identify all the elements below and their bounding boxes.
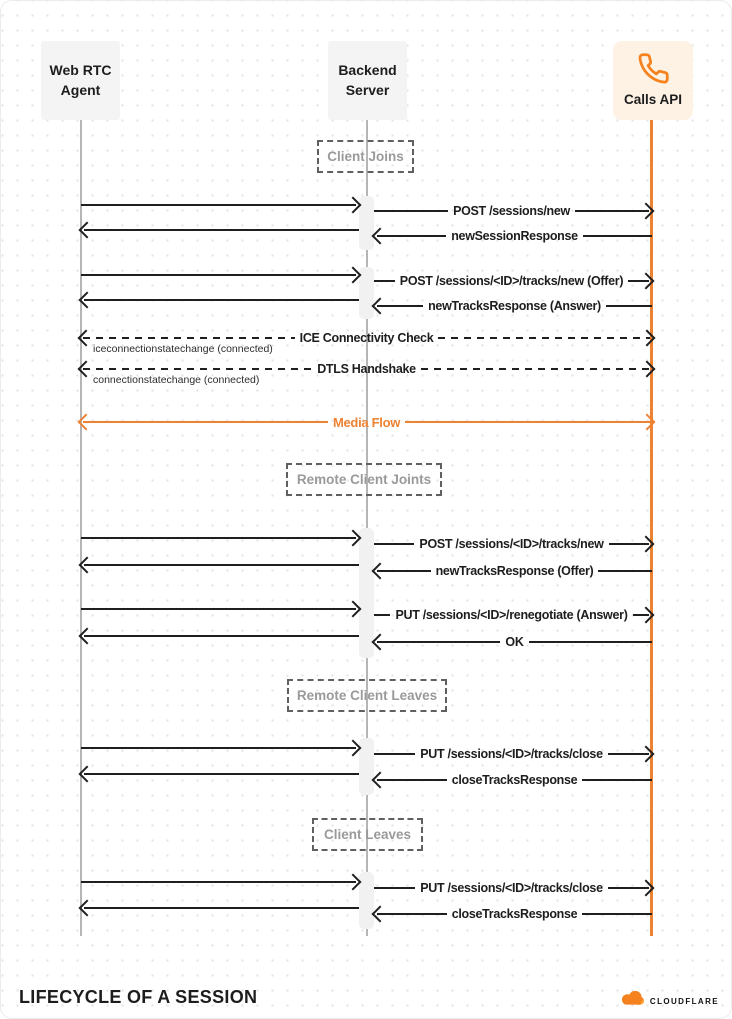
message-arrow-ok xyxy=(374,633,652,651)
phone-icon xyxy=(637,52,670,91)
arrowhead-left-icon xyxy=(79,222,96,239)
message-arrow-request xyxy=(81,196,359,214)
activation-bar xyxy=(359,872,374,929)
message-label: POST /sessions/<ID>/tracks/new xyxy=(419,537,604,551)
message-arrow-new-tracks-response-offer xyxy=(374,562,652,580)
arrowhead-right-icon xyxy=(638,536,655,553)
arrowhead-left-icon xyxy=(79,557,96,574)
arrowhead-right-icon xyxy=(638,273,655,290)
message-arrow-put-tracks-close xyxy=(374,745,652,763)
actor-box-backend-server xyxy=(328,41,407,120)
arrowhead-right-icon xyxy=(639,330,656,347)
cloudflare-cloud-icon xyxy=(619,991,646,1011)
milestone-label: Remote Client Joints xyxy=(296,472,432,487)
message-label: PUT /sessions/<ID>/tracks/close xyxy=(420,747,603,761)
message-arrow-close-tracks-response xyxy=(374,771,652,789)
arrowhead-right-icon xyxy=(639,414,656,431)
message-arrow-request xyxy=(81,739,359,757)
arrowhead-left-icon xyxy=(79,628,96,645)
cloudflare-logo xyxy=(619,991,719,1011)
arrowhead-right-icon xyxy=(345,530,362,547)
message-arrow-post-tracks-new xyxy=(374,535,652,553)
message-arrow-close-tracks-response-2 xyxy=(374,905,652,923)
message-arrow-put-tracks-close-2 xyxy=(374,879,652,897)
milestone-remote-client-joints xyxy=(286,463,442,496)
arrowhead-left-icon xyxy=(372,228,389,245)
message-label: newTracksResponse (Answer) xyxy=(428,299,601,313)
message-arrow-response xyxy=(81,291,359,309)
message-arrow-request xyxy=(81,529,359,547)
arrowhead-right-icon xyxy=(638,746,655,763)
arrowhead-right-icon xyxy=(345,874,362,891)
milestone-client-leaves xyxy=(312,818,423,851)
arrowhead-left-icon xyxy=(78,361,95,378)
arrowhead-left-icon xyxy=(78,414,95,431)
message-arrow-request xyxy=(81,873,359,891)
message-arrow-response xyxy=(81,899,359,917)
arrowhead-left-icon xyxy=(79,900,96,917)
message-label: PUT /sessions/<ID>/renegotiate (Answer) xyxy=(395,608,628,622)
message-arrow-request xyxy=(81,600,359,618)
cloudflare-wordmark: CLOUDFLARE xyxy=(649,996,719,1006)
milestone-label: Remote Client Leaves xyxy=(296,688,438,703)
activation-bar xyxy=(359,738,374,795)
message-arrow-put-renegotiate-answer xyxy=(374,606,652,624)
arrowhead-left-icon xyxy=(372,772,389,789)
message-arrow-post-tracks-new-offer xyxy=(374,272,652,290)
actor-box-calls-api xyxy=(613,41,693,120)
event-label-ice-state: iceconnectionstatechange (connected) xyxy=(93,343,273,355)
lifeline-webrtc-agent xyxy=(80,120,82,936)
actor-label-webrtc-agent: Web RTC Agent xyxy=(49,61,112,98)
message-label: DTLS Handshake xyxy=(317,362,416,376)
message-label: PUT /sessions/<ID>/tracks/close xyxy=(420,881,603,895)
arrowhead-right-icon xyxy=(638,880,655,897)
milestone-label: Client Joins xyxy=(327,149,404,164)
message-label: closeTracksResponse xyxy=(451,773,578,787)
message-label: POST /sessions/new xyxy=(453,204,570,218)
message-arrow-response xyxy=(81,221,359,239)
message-label: closeTracksResponse xyxy=(451,907,578,921)
message-arrow-response xyxy=(81,765,359,783)
arrowhead-left-icon xyxy=(78,330,95,347)
arrowhead-left-icon xyxy=(372,906,389,923)
arrowhead-left-icon xyxy=(372,634,389,651)
message-label: ICE Connectivity Check xyxy=(299,331,434,345)
actor-box-webrtc-agent xyxy=(41,41,120,120)
message-label: POST /sessions/<ID>/tracks/new (Offer) xyxy=(399,274,624,288)
message-arrow-post-sessions-new xyxy=(374,202,652,220)
message-arrow-response xyxy=(81,556,359,574)
actor-label-calls-api: Calls API xyxy=(623,92,683,108)
arrowhead-right-icon xyxy=(345,267,362,284)
arrowhead-right-icon xyxy=(345,740,362,757)
message-arrow-media-flow xyxy=(80,413,653,431)
milestone-remote-client-leaves xyxy=(287,679,447,712)
arrowhead-left-icon xyxy=(79,766,96,783)
arrowhead-right-icon xyxy=(345,601,362,618)
message-arrow-new-tracks-response-answer xyxy=(374,297,652,315)
arrowhead-left-icon xyxy=(372,298,389,315)
message-arrow-request xyxy=(81,266,359,284)
milestone-label: Client Leaves xyxy=(323,827,412,842)
diagram-title: LIFECYCLE OF A SESSION xyxy=(19,987,258,1007)
event-label-conn-state: connectionstatechange (connected) xyxy=(93,374,260,386)
arrowhead-left-icon xyxy=(79,292,96,309)
message-arrow-new-session-response xyxy=(374,227,652,245)
activation-bar xyxy=(359,528,374,658)
arrowhead-right-icon xyxy=(639,361,656,378)
message-label: newTracksResponse (Offer) xyxy=(435,564,594,578)
message-label: OK xyxy=(505,635,524,649)
actor-label-backend-server: Backend Server xyxy=(338,61,397,98)
message-label: newSessionResponse xyxy=(451,229,578,243)
milestone-client-joins xyxy=(317,140,414,173)
arrowhead-left-icon xyxy=(372,563,389,580)
arrowhead-right-icon xyxy=(345,197,362,214)
message-label: Media Flow xyxy=(332,414,401,430)
arrowhead-right-icon xyxy=(638,607,655,624)
arrowhead-right-icon xyxy=(638,203,655,220)
message-arrow-response xyxy=(81,627,359,645)
